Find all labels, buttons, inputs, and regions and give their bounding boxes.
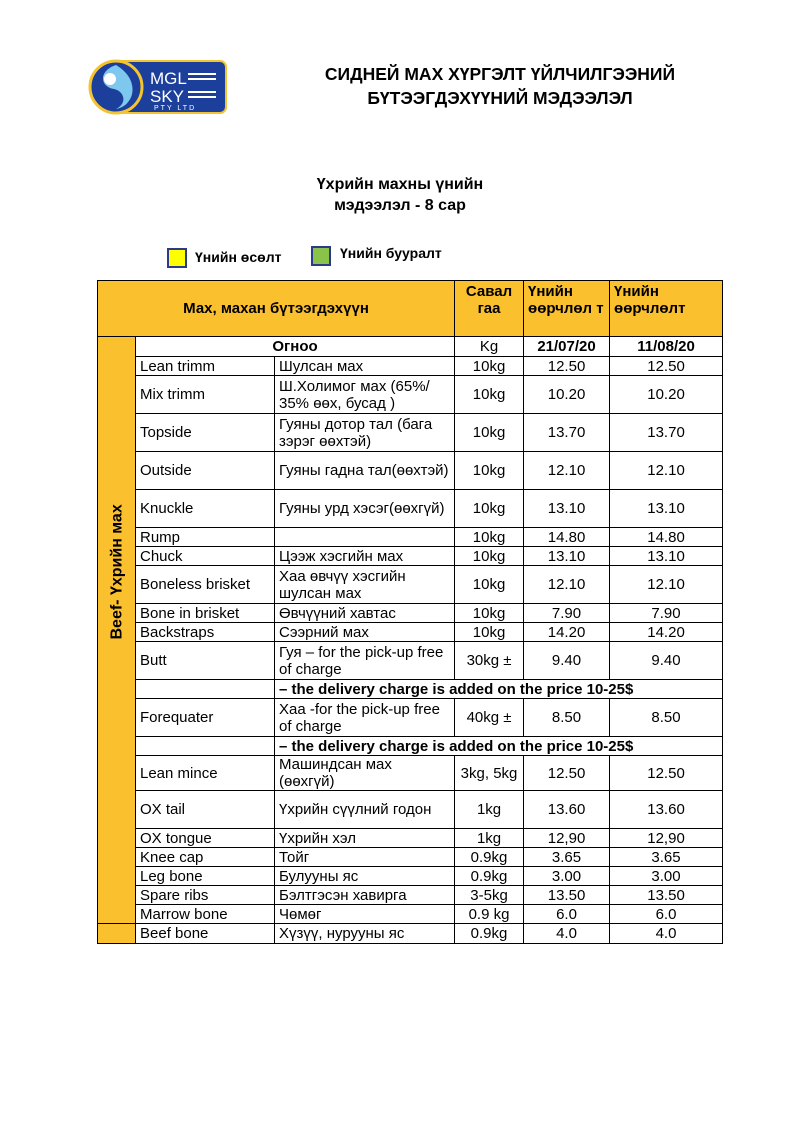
date-row-unit: Kg bbox=[455, 337, 524, 357]
category-side-label: Beef- Үхрийн мах bbox=[108, 503, 125, 639]
legend-decrease-label: Үнийн бууралт bbox=[340, 245, 442, 261]
legend-increase-label: Үнийн өсөлт bbox=[195, 249, 282, 265]
logo-text-mgl: MGL bbox=[150, 69, 187, 88]
price-date-1: 3.00 bbox=[524, 867, 610, 886]
price-date-1: 10.20 bbox=[524, 376, 610, 414]
price-date-2: 14.80 bbox=[610, 528, 723, 547]
price-date-1: 3.65 bbox=[524, 848, 610, 867]
table-row bbox=[98, 905, 723, 924]
product-name-mn: Гуяны гадна тал(өөхтэй) bbox=[275, 452, 455, 490]
title-line-2: БҮТЭЭГДЭХҮҮНИЙ МЭДЭЭЛЭЛ bbox=[367, 88, 633, 108]
subtitle-line-1: Үхрийн махны үнийн bbox=[316, 176, 484, 193]
packaging: 10kg bbox=[455, 604, 524, 623]
note-empty-cell bbox=[136, 737, 275, 756]
price-date-1: 12.50 bbox=[524, 756, 610, 791]
header-product: Мах, махан бүтээгдэхүүн bbox=[98, 281, 455, 337]
price-table bbox=[97, 280, 723, 944]
product-name-mn: Булууны яс bbox=[275, 867, 455, 886]
title-line-1: СИДНЕЙ МАХ ХҮРГЭЛТ ҮЙЛЧИЛГЭЭНИЙ bbox=[324, 64, 676, 84]
product-name-mn: Цээж хэсгийн мах bbox=[275, 547, 455, 566]
table-row bbox=[98, 867, 723, 886]
price-date-2: 8.50 bbox=[610, 699, 723, 737]
price-date-2: 14.20 bbox=[610, 623, 723, 642]
product-name-mn: Гуяны урд хэсэг(өөхгүй) bbox=[275, 490, 455, 528]
table-row bbox=[98, 566, 723, 604]
price-date-2: 12.50 bbox=[610, 357, 723, 376]
table-header-row bbox=[98, 281, 723, 337]
table-note-row bbox=[98, 680, 723, 699]
product-name-en: Knuckle bbox=[136, 490, 275, 528]
table-row bbox=[98, 886, 723, 905]
product-name-en: Boneless brisket bbox=[136, 566, 275, 604]
price-date-1: 13.10 bbox=[524, 547, 610, 566]
header-packaging: Савал гаа bbox=[455, 281, 524, 337]
price-date-1: 12.50 bbox=[524, 357, 610, 376]
packaging: 0.9kg bbox=[455, 848, 524, 867]
product-name-mn: Ш.Холимог мах (65%/ 35% өөх, бусад ) bbox=[275, 376, 455, 414]
logo-text-sky: SKY bbox=[150, 87, 185, 106]
date-row-date-2: 11/08/20 bbox=[610, 337, 723, 357]
product-name-en: Lean trimm bbox=[136, 357, 275, 376]
date-row-date-1: 21/07/20 bbox=[524, 337, 610, 357]
packaging: 3-5kg bbox=[455, 886, 524, 905]
table-row bbox=[98, 452, 723, 490]
product-name-mn: Бэлтгэсэн хавирга bbox=[275, 886, 455, 905]
table-row bbox=[98, 756, 723, 791]
table-row bbox=[98, 829, 723, 848]
product-name-en: Chuck bbox=[136, 547, 275, 566]
product-name-en: Topside bbox=[136, 414, 275, 452]
product-name-en: Backstraps bbox=[136, 623, 275, 642]
price-date-1: 12.10 bbox=[524, 452, 610, 490]
table-row bbox=[98, 547, 723, 566]
price-date-2: 13.50 bbox=[610, 886, 723, 905]
logo-text-pty: PTY LTD bbox=[154, 105, 197, 112]
price-date-2: 12.50 bbox=[610, 756, 723, 791]
product-name-mn: Үхрийн сүүлний годон bbox=[275, 791, 455, 829]
packaging: 0.9 kg bbox=[455, 905, 524, 924]
packaging: 10kg bbox=[455, 376, 524, 414]
product-name-en: Knee cap bbox=[136, 848, 275, 867]
packaging: 10kg bbox=[455, 490, 524, 528]
price-date-2: 3.65 bbox=[610, 848, 723, 867]
company-logo bbox=[88, 57, 228, 117]
product-name-mn: Гуяны дотор тал (бага зэрэг өөхтэй) bbox=[275, 414, 455, 452]
date-row bbox=[98, 337, 723, 357]
price-date-1: 13.70 bbox=[524, 414, 610, 452]
table-row bbox=[98, 848, 723, 867]
packaging: 3kg, 5kg bbox=[455, 756, 524, 791]
price-date-2: 6.0 bbox=[610, 905, 723, 924]
product-name-en: Marrow bone bbox=[136, 905, 275, 924]
price-date-2: 13.10 bbox=[610, 547, 723, 566]
date-row-label: Огноо bbox=[136, 337, 455, 357]
table-row bbox=[98, 528, 723, 547]
table-row bbox=[98, 357, 723, 376]
price-date-1: 6.0 bbox=[524, 905, 610, 924]
product-name-en: Rump bbox=[136, 528, 275, 547]
table-row bbox=[98, 414, 723, 452]
price-date-1: 9.40 bbox=[524, 642, 610, 680]
legend-increase-swatch bbox=[167, 248, 187, 268]
product-name-mn: Хаа -for the pick-up free of charge bbox=[275, 699, 455, 737]
product-name-en: Outside bbox=[136, 452, 275, 490]
table-row bbox=[98, 642, 723, 680]
packaging: 10kg bbox=[455, 414, 524, 452]
table-row bbox=[98, 791, 723, 829]
price-date-2: 13.70 bbox=[610, 414, 723, 452]
product-name-mn: Гуя – for the pick-up free of charge bbox=[275, 642, 455, 680]
delivery-note: – the delivery charge is added on the price 10-25$ bbox=[275, 680, 723, 699]
table-note-row bbox=[98, 737, 723, 756]
packaging: 10kg bbox=[455, 357, 524, 376]
price-date-2: 7.90 bbox=[610, 604, 723, 623]
header-change-2: Үнийн өөрчлөлт bbox=[610, 281, 723, 337]
packaging: 10kg bbox=[455, 566, 524, 604]
price-date-2: 13.10 bbox=[610, 490, 723, 528]
product-name-en: Mix trimm bbox=[136, 376, 275, 414]
table-row bbox=[98, 924, 723, 944]
price-date-2: 9.40 bbox=[610, 642, 723, 680]
product-name-en: OX tail bbox=[136, 791, 275, 829]
packaging: 30kg ± bbox=[455, 642, 524, 680]
product-name-mn: Чөмөг bbox=[275, 905, 455, 924]
product-name-mn: Сээрний мах bbox=[275, 623, 455, 642]
price-date-2: 3.00 bbox=[610, 867, 723, 886]
product-name-en: Beef bone bbox=[136, 924, 275, 944]
price-date-2: 10.20 bbox=[610, 376, 723, 414]
table-row bbox=[98, 699, 723, 737]
price-date-2: 12.10 bbox=[610, 566, 723, 604]
document-title bbox=[300, 62, 700, 110]
subtitle-line-2: мэдээлэл - 8 сар bbox=[334, 197, 466, 214]
packaging: 0.9kg bbox=[455, 867, 524, 886]
product-name-mn: Шулсан мах bbox=[275, 357, 455, 376]
product-name-en: Forequater bbox=[136, 699, 275, 737]
packaging: 0.9kg bbox=[455, 924, 524, 944]
price-date-1: 14.20 bbox=[524, 623, 610, 642]
note-empty-cell bbox=[136, 680, 275, 699]
table-row bbox=[98, 604, 723, 623]
product-name-en: Bone in brisket bbox=[136, 604, 275, 623]
product-name-en: OX tongue bbox=[136, 829, 275, 848]
price-date-1: 13.50 bbox=[524, 886, 610, 905]
category-side-cell bbox=[98, 337, 136, 924]
packaging: 1kg bbox=[455, 791, 524, 829]
packaging: 10kg bbox=[455, 623, 524, 642]
packaging: 1kg bbox=[455, 829, 524, 848]
packaging: 40kg ± bbox=[455, 699, 524, 737]
packaging: 10kg bbox=[455, 452, 524, 490]
delivery-note: – the delivery charge is added on the price 10-25$ bbox=[275, 737, 723, 756]
price-date-2: 13.60 bbox=[610, 791, 723, 829]
price-date-2: 4.0 bbox=[610, 924, 723, 944]
last-row-side-cell bbox=[98, 924, 136, 944]
price-date-1: 12.10 bbox=[524, 566, 610, 604]
document-subtitle bbox=[250, 174, 550, 216]
product-name-mn: Хүзүү, нурууны яс bbox=[275, 924, 455, 944]
product-name-mn: Хаа өвчүү хэсгийн шулсан мах bbox=[275, 566, 455, 604]
price-date-1: 14.80 bbox=[524, 528, 610, 547]
price-date-1: 8.50 bbox=[524, 699, 610, 737]
product-name-mn bbox=[275, 528, 455, 547]
packaging: 10kg bbox=[455, 547, 524, 566]
product-name-en: Butt bbox=[136, 642, 275, 680]
price-date-1: 4.0 bbox=[524, 924, 610, 944]
product-name-en: Leg bone bbox=[136, 867, 275, 886]
product-name-mn: Тойг bbox=[275, 848, 455, 867]
packaging: 10kg bbox=[455, 528, 524, 547]
product-name-mn: Үхрийн хэл bbox=[275, 829, 455, 848]
price-date-2: 12,90 bbox=[610, 829, 723, 848]
product-name-en: Lean mince bbox=[136, 756, 275, 791]
price-date-1: 13.60 bbox=[524, 791, 610, 829]
product-name-mn: Өвчүүний хавтас bbox=[275, 604, 455, 623]
price-date-1: 7.90 bbox=[524, 604, 610, 623]
table-row bbox=[98, 376, 723, 414]
product-name-mn: Машиндсан мах (өөхгүй) bbox=[275, 756, 455, 791]
table-row bbox=[98, 623, 723, 642]
price-date-1: 13.10 bbox=[524, 490, 610, 528]
legend-decrease-swatch bbox=[311, 246, 331, 266]
product-name-en: Spare ribs bbox=[136, 886, 275, 905]
price-date-2: 12.10 bbox=[610, 452, 723, 490]
price-date-1: 12,90 bbox=[524, 829, 610, 848]
table-row bbox=[98, 490, 723, 528]
header-change-1: Үнийн өөрчлөл т bbox=[524, 281, 610, 337]
